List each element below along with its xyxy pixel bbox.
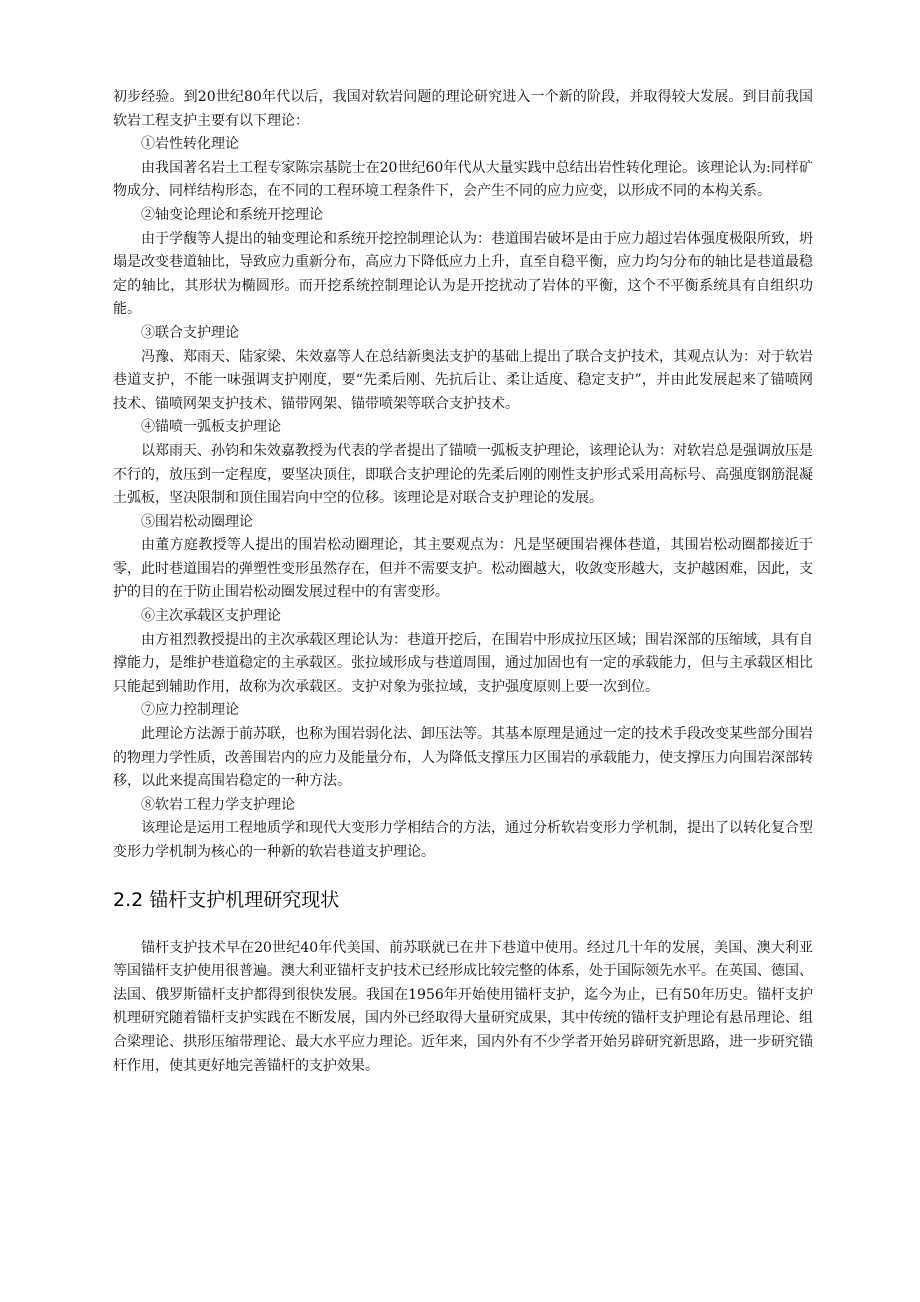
theory-3-body: 冯豫、郑雨天、陆家梁、朱效嘉等人在总结新奥法支护的基础上提出了联合支护技术，其观点认为：对于软岩巷道支护，不能一味强调支护刚度，要“先柔后刚、先抗后让、柔让适度、稳定支护”，并由此发展起来了锚喷网技术、锚喷网架支护技术、锚带网架、锚带喷架等联合支护技术。 (113, 348, 813, 412)
theory-1-body: 由我国著名岩土工程专家陈宗基院士在20世纪60年代从大量实践中总结出岩性转化理论。该理论认为:同样矿物成分、同样结构形态，在不同的工程环境工程条件下，会产生不同的应力应变，以形成不同的本构关系。 (113, 159, 813, 200)
theory-4-body: 以郑雨天、孙钧和朱效嘉教授为代表的学者提出了锚喷一弧板支护理论，该理论认为：对软岩总是强调放压是不行的，放压到一定程度，要坚决顶住，即联合支护理论的先柔后刚的刚性支护形式采用高标号、高强度钢筋混凝土弧板，坚决限制和顶住围岩向中空的位移。该理论是对联合支护理论的发展。 (113, 442, 813, 507)
section-title: 2.2 锚杆支护机理研究现状 (113, 888, 340, 911)
theory-8-heading: ⑧软岩工程力学支护理论 (141, 796, 295, 813)
document-page (113, 86, 813, 1078)
theory-5-heading: ⑤围岩松动圈理论 (141, 513, 253, 530)
theory-7-heading: ⑦应力控制理论 (141, 702, 239, 719)
intro-paragraph: 初步经验。到20世纪80年代以后，我国对软岩问题的理论研究进入一个新的阶段，并取得较大发展。到目前我国软岩工程支护主要有以下理论： (113, 89, 813, 129)
theory-7-body: 此理论方法源于前苏联，也称为围岩弱化法、卸压法等。其基本原理是通过一定的技术手段改变某些部分围岩的物理力学性质，改善围岩内的应力及能量分布，人为降低支撑压力区围岩的承载能力，使支撑压力向围岩深部转移，以此来提高围岩稳定的一种方法。 (113, 726, 813, 790)
theory-2-heading: ②轴变论理论和系统开挖理论 (141, 206, 323, 223)
theory-5-body: 由董方庭教授等人提出的围岩松动圈理论，其主要观点为：凡是坚硬围岩裸体巷道，其围岩松动圈都接近于零，此时巷道围岩的弹塑性变形虽然存在，但并不需要支护。松动圈越大，收敛变形越大，支护越困难，因此，支护的目的在于防止围岩松动圈发展过程中的有害变形。 (113, 537, 813, 601)
section-body: 锚杆支护技术早在20世纪40年代美国、前苏联就已在井下巷道中使用。经过几十年的发展，美国、澳大利亚等国锚杆支护使用很普遍。澳大利亚锚杆支护技术已经形成比较完整的体系，处于国际领先水平。在英国、德国、法国、俄罗斯锚杆支护都得到很快发展。我国在1956年开始使用锚杆支护，迄今为止，已有50年历史。锚杆支护机理研究随着锚杆支护实践在不断发展，国内外已经取得大量研究成果，其中传统的锚杆支护理论有悬吊理论、组合梁理论、拱形压缩带理论、最大水平应力理论。近年来，国内外有不少学者开始另辟研究新思路，进一步研究锚杆作用，使其更好地完善锚杆的支护效果。 (113, 939, 813, 1074)
theory-6-heading: ⑥主次承载区支护理论 (141, 608, 281, 625)
theory-4-heading: ④锚喷一弧板支护理论 (141, 419, 281, 436)
theory-2-body: 由于学馥等人提出的轴变理论和系统开挖控制理论认为：巷道围岩破坏是由于应力超过岩体强度极限所致，坍塌是改变巷道轴比，导致应力重新分布，高应力下降低应力上升，直至自稳平衡，应力均匀分布的轴比是巷道最稳定的轴比，其形状为椭圆形。而开挖系统控制理论认为是开挖扰动了岩体的平衡，这个不平衡系统具有自组织功能。 (113, 230, 813, 318)
theory-8-body: 该理论是运用工程地质学和现代大变形力学相结合的方法，通过分析软岩变形力学机制，提出了以转化复合型变形力学机制为核心的一种新的软岩巷道支护理论。 (113, 820, 813, 860)
theory-6-body: 由方祖烈教授提出的主次承载区理论认为：巷道开挖后，在围岩中形成拉压区域；围岩深部的压缩域，具有自撑能力，是维护巷道稳定的主承载区。张拉域形成与巷道周围，通过加固也有一定的承载能力，但与主承载区相比只能起到辅助作用，故称为次承载区。支护对象为张拉域，支护强度原则上要一次到位。 (113, 631, 813, 695)
theory-1-heading: ①岩性转化理论 (141, 136, 239, 153)
theory-3-heading: ③联合支护理论 (141, 324, 239, 341)
